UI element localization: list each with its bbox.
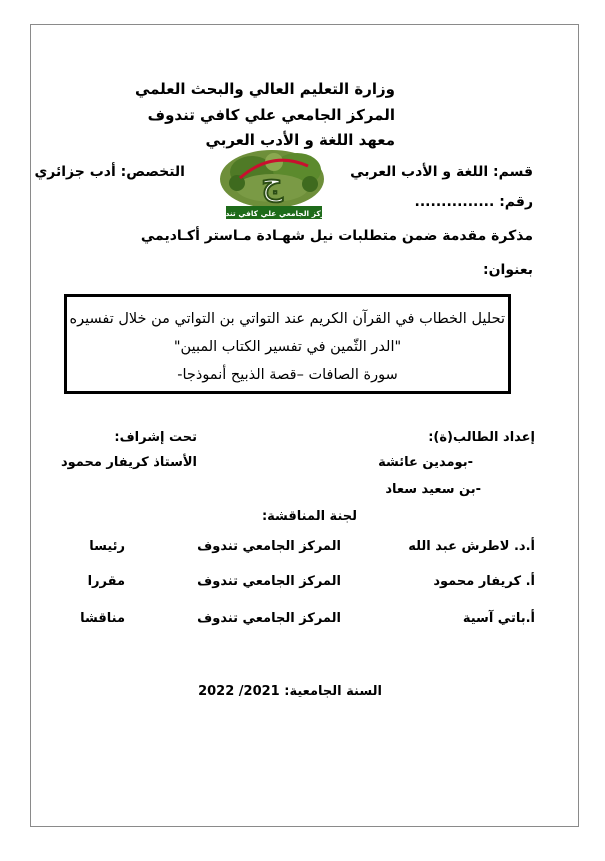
committee-member-name: أ.د. لاطرش عبد الله <box>408 539 535 554</box>
supervision-label: تحت إشراف: <box>114 430 197 445</box>
specialty-label: التخصص: أدب جزائري <box>34 164 185 180</box>
number-field: رقم: ............... <box>414 194 533 210</box>
subject-label: بعنوان: <box>483 262 533 278</box>
committee-member-institution: المركز الجامعي تندوف <box>197 539 341 554</box>
logo-letter: ج <box>261 163 283 203</box>
student-name-1: -بومدين عائشة <box>378 455 473 470</box>
thesis-title-line1: تحليل الخطاب في القرآن الكريم عند التواتي بن التواتي من خلال تفسيره <box>69 311 505 327</box>
supervisor-name: الأستاذ كريفار محمود <box>60 455 197 470</box>
committee-member-institution: المركز الجامعي تندوف <box>197 574 341 589</box>
committee-member-role: مناقشا <box>80 611 125 626</box>
student-name-2: -بن سعيد سعاد <box>385 482 481 497</box>
institute-name: معهد اللغة و الأدب العربي <box>205 131 395 149</box>
memo-statement: مذكرة مقدمة ضمن متطلبات نيل شهـادة مـاستر أكـاديمي <box>140 228 533 244</box>
prepared-by-label: إعداد الطالب(ة): <box>428 430 535 445</box>
committee-member-name: أ.باتي آسية <box>462 611 535 626</box>
committee-member-institution: المركز الجامعي تندوف <box>197 611 341 626</box>
university-name: المركز الجامعي علي كافي تندوف <box>147 106 395 124</box>
committee-member-role: رئيسا <box>89 539 125 554</box>
university-logo <box>212 148 338 222</box>
academic-year: السنة الجامعية: 2021/ 2022 <box>198 684 382 699</box>
ministry-name: وزارة التعليم العالي والبحث العلمي <box>134 80 395 98</box>
thesis-title-line2: "الدر الثّمين في تفسير الكتاب المبين" <box>173 339 402 355</box>
committee-label: لجنة المناقشة: <box>261 509 357 524</box>
committee-member-name: أ. كريفار محمود <box>433 574 535 589</box>
department-label: قسم: اللغة و الأدب العربي <box>350 164 533 180</box>
logo-caption: المركز الجامعي علي كافي تندوف <box>212 209 336 218</box>
thesis-title-line3: سورة الصافات –قصة الذبيح أنموذجا- <box>177 367 398 383</box>
committee-member-role: مقررا <box>87 574 125 589</box>
